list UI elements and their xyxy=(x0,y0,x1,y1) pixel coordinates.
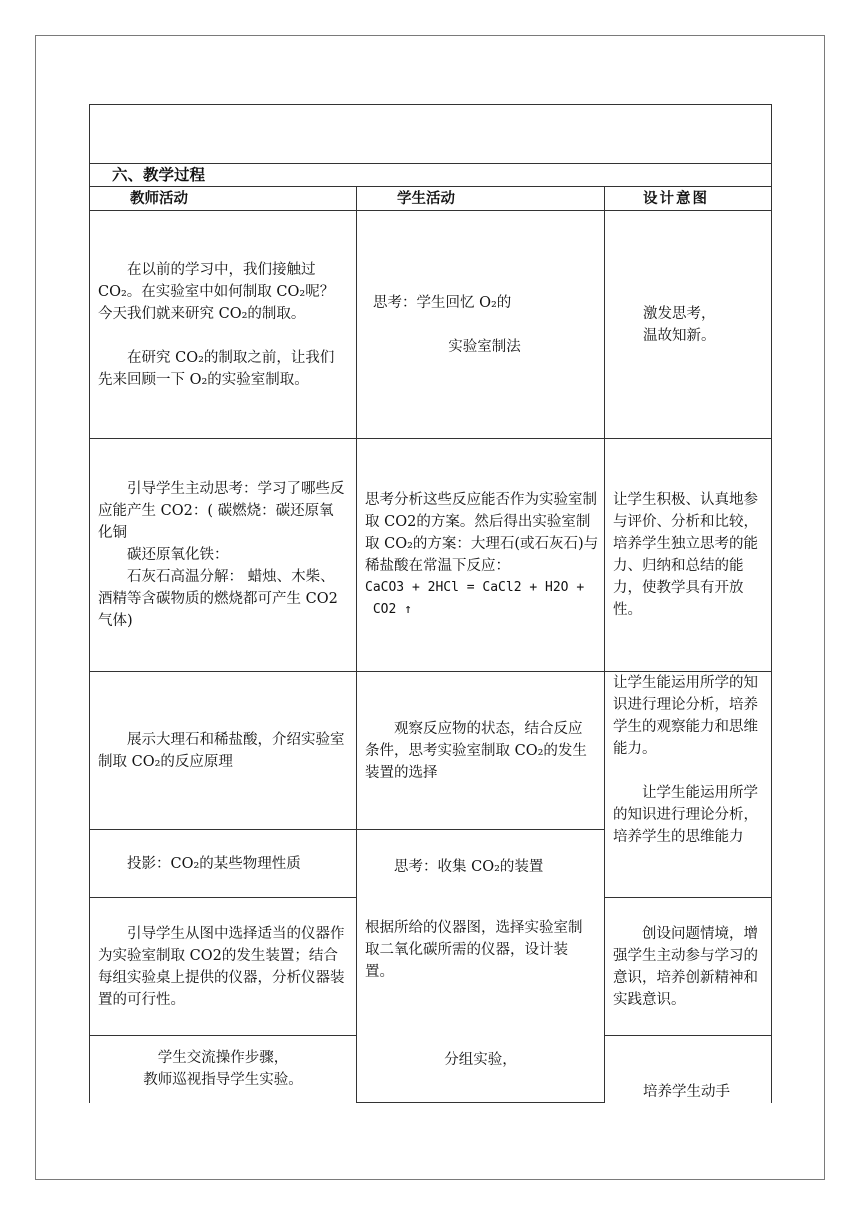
table-row xyxy=(90,211,772,439)
student-cell xyxy=(357,211,605,439)
student-cell xyxy=(357,439,605,672)
student-text: 观察反应物的状态，结合反应 xyxy=(394,720,583,737)
intent-text: 温故知新。 xyxy=(643,327,716,344)
intent-text: 创设问题情境，增强学生主动参与学习的意识，培养创新精神和实践意识。 xyxy=(613,925,758,1008)
table-row xyxy=(90,439,772,672)
teacher-text: 教师巡视指导学生实验。 xyxy=(143,1072,303,1089)
intent-cell xyxy=(605,439,772,672)
teacher-text: 投影：CO₂的某些物理性质 xyxy=(127,855,301,872)
student-text: 根据所给的仪器图，选择实验室制取二氧化碳所需的仪器，设计装置。 xyxy=(365,920,583,980)
teacher-cell xyxy=(90,439,357,672)
section-title: 六、教学过程 xyxy=(90,164,772,187)
teacher-cell xyxy=(90,211,357,439)
gas-arrow-icon: ↑ xyxy=(404,602,412,617)
intent-cell xyxy=(605,898,772,1036)
teacher-text: 展示大理石和稀盐酸，介绍实验室制取 CO₂的反应原理 xyxy=(98,731,345,770)
student-text: 思考：收集 CO₂的装置 xyxy=(394,859,544,875)
teacher-text: 石灰石高温分解： 蜡烛、木柴、酒精等含碳物质的燃烧都可产生 CO2气体) xyxy=(98,569,338,629)
chemical-equation-end xyxy=(365,599,600,621)
student-text: 装置的选择 xyxy=(365,764,438,781)
intent-cell xyxy=(605,672,772,898)
intent-text: 激发思考， xyxy=(643,305,716,322)
header-design-intent: 设计意图 xyxy=(605,187,772,211)
teacher-cell xyxy=(90,830,357,898)
teacher-text: 引导学生从图中选择适当的仪器作为实验室制取 CO2的发生装置；结合每组实验桌上提供的仪器，分析仪器装置的可行性。 xyxy=(98,925,345,1008)
teacher-text: 引导学生主动思考：学习了哪些反应能产生 CO2：( 碳燃烧：碳还原氧化铜 xyxy=(98,481,345,541)
equation-product: CO2 xyxy=(372,602,397,617)
teacher-text: 碳还原氧化铁： xyxy=(127,547,229,563)
header-student-activity: 学生活动 xyxy=(357,187,605,211)
empty-cell xyxy=(90,105,772,164)
student-cell xyxy=(357,830,605,1103)
student-cell xyxy=(357,672,605,830)
intent-text: 让学生积极、认真地参与评价、分析和比较，培养学生独立思考的能力、归纳和总结的能力，使教学具有开放性。 xyxy=(613,492,758,618)
empty-top-row xyxy=(90,105,772,164)
intent-cell xyxy=(605,1036,772,1103)
intent-cell xyxy=(605,211,772,439)
intent-text: 让学生能运用所学的知识进行理论分析，培养学生的思维能力 xyxy=(613,785,758,845)
student-text: 条件，思考实验室制取 CO₂的发生 xyxy=(365,742,587,759)
intent-text: 培养学生动手 xyxy=(643,1083,730,1100)
header-teacher-activity: 教师活动 xyxy=(90,187,357,211)
teacher-text: 在以前的学习中，我们接触过 CO₂。在实验室中如何制取 CO₂呢？今天我们就来研究 CO₂的制取。 xyxy=(98,261,335,322)
teacher-cell xyxy=(90,1036,357,1103)
student-text: 思考分析这些反应能否作为实验室制取 CO2的方案。然后得出实验室制取 CO₂的方案：大理石(或石灰石)与稀盐酸在常温下反应： xyxy=(365,492,599,574)
student-text: 分组实验， xyxy=(444,1052,517,1068)
table-row xyxy=(90,672,772,830)
teacher-cell xyxy=(90,898,357,1036)
teacher-cell xyxy=(90,672,357,830)
teacher-text: 在研究 CO₂的制取之前，让我们先来回顾一下 O₂的实验室制取。 xyxy=(98,349,335,388)
student-text: 实验室制法 xyxy=(448,338,521,355)
teaching-process-table xyxy=(89,104,772,1103)
section-title-row xyxy=(90,164,772,187)
chemical-equation: CaCO3 + 2HCl = CaCl2 + H2O + xyxy=(365,580,585,595)
teacher-text: 学生交流操作步骤， xyxy=(157,1050,289,1067)
intent-text: 让学生能运用所学的知识进行理论分析，培养学生的观察能力和思维能力。 xyxy=(613,675,758,757)
student-text: 思考：学生回忆 O₂的 xyxy=(373,294,512,311)
header-row xyxy=(90,187,772,211)
